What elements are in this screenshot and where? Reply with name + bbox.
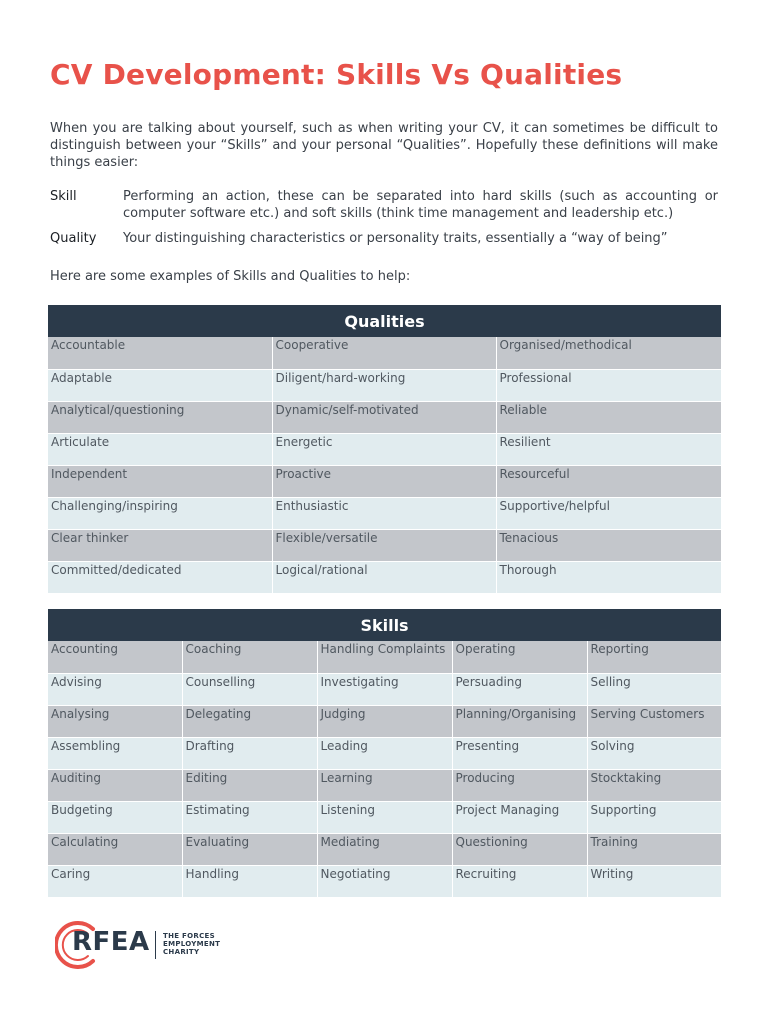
table-cell: Training (587, 833, 721, 865)
definition-text: Performing an action, these can be separated into hard skills (such as accounting or computer software etc.) and soft skills (think time management and leadership etc.) (123, 189, 718, 221)
table-cell: Enthusiastic (272, 497, 496, 529)
table-cell: Drafting (182, 737, 317, 769)
table-cell: Coaching (182, 641, 317, 673)
table-cell: Analytical/questioning (48, 401, 272, 433)
skills-row (48, 865, 721, 897)
table-cell: Supportive/helpful (496, 497, 721, 529)
table-cell: Judging (317, 705, 452, 737)
table-cell: Estimating (182, 801, 317, 833)
table-cell: Committed/dedicated (48, 561, 272, 593)
table-cell: Mediating (317, 833, 452, 865)
qualities-row (48, 337, 721, 369)
intro-paragraph: When you are talking about yourself, such as when writing your CV, it can sometimes be difficult to distinguish between your “Skills” and your personal “Qualities”. Hopefully these definitions will make things easier: (50, 121, 718, 170)
logo-divider (155, 931, 156, 959)
skills-header: Skills (48, 609, 721, 641)
qualities-table (48, 305, 721, 594)
table-cell: Challenging/inspiring (48, 497, 272, 529)
table-cell: Auditing (48, 769, 182, 801)
table-cell: Articulate (48, 433, 272, 465)
table-cell: Caring (48, 865, 182, 897)
skills-row (48, 673, 721, 705)
table-cell: Counselling (182, 673, 317, 705)
definition-quality (50, 230, 718, 248)
definition-term: Quality (50, 231, 97, 246)
table-cell: Accounting (48, 641, 182, 673)
table-cell: Accountable (48, 337, 272, 369)
table-cell: Investigating (317, 673, 452, 705)
table-cell: Negotiating (317, 865, 452, 897)
table-cell: Energetic (272, 433, 496, 465)
table-cell: Editing (182, 769, 317, 801)
table-cell: Calculating (48, 833, 182, 865)
logo-tagline-line: EMPLOYMENT (163, 940, 221, 948)
skills-row (48, 705, 721, 737)
definition-term: Skill (50, 189, 77, 204)
table-cell: Supporting (587, 801, 721, 833)
table-cell: Resilient (496, 433, 721, 465)
table-cell: Selling (587, 673, 721, 705)
skills-table (48, 609, 721, 898)
table-cell: Learning (317, 769, 452, 801)
definition-text: Your distinguishing characteristics or personality traits, essentially a “way of being” (123, 231, 668, 246)
table-cell: Flexible/versatile (272, 529, 496, 561)
qualities-row (48, 465, 721, 497)
table-cell: Questioning (452, 833, 587, 865)
qualities-row (48, 369, 721, 401)
definition-skill (50, 188, 718, 224)
table-cell: Resourceful (496, 465, 721, 497)
logo-tagline (163, 932, 220, 956)
table-cell: Writing (587, 865, 721, 897)
table-cell: Reliable (496, 401, 721, 433)
table-cell: Listening (317, 801, 452, 833)
logo-tagline-line: CHARITY (163, 948, 200, 956)
table-cell: Advising (48, 673, 182, 705)
table-cell: Analysing (48, 705, 182, 737)
qualities-row (48, 561, 721, 593)
table-cell: Reporting (587, 641, 721, 673)
table-cell: Solving (587, 737, 721, 769)
qualities-header: Qualities (48, 305, 721, 337)
table-cell: Professional (496, 369, 721, 401)
table-cell: Dynamic/self-motivated (272, 401, 496, 433)
table-cell: Logical/rational (272, 561, 496, 593)
qualities-row (48, 401, 721, 433)
table-cell: Organised/methodical (496, 337, 721, 369)
table-cell: Recruiting (452, 865, 587, 897)
table-cell: Planning/Organising (452, 705, 587, 737)
table-cell: Thorough (496, 561, 721, 593)
page-title: CV Development: Skills Vs Qualities (50, 58, 623, 91)
examples-intro: Here are some examples of Skills and Qualities to help: (50, 269, 411, 284)
table-cell: Adaptable (48, 369, 272, 401)
table-cell: Evaluating (182, 833, 317, 865)
rfea-logo (55, 921, 235, 967)
logo-tagline-line: THE FORCES (163, 932, 215, 940)
table-cell: Cooperative (272, 337, 496, 369)
table-cell: Project Managing (452, 801, 587, 833)
skills-row (48, 769, 721, 801)
qualities-row (48, 529, 721, 561)
table-cell: Stocktaking (587, 769, 721, 801)
table-cell: Handling Complaints (317, 641, 452, 673)
table-cell: Producing (452, 769, 587, 801)
table-cell: Clear thinker (48, 529, 272, 561)
table-cell: Presenting (452, 737, 587, 769)
table-cell: Independent (48, 465, 272, 497)
table-cell: Assembling (48, 737, 182, 769)
skills-row (48, 737, 721, 769)
logo-wordmark: RFEA (72, 927, 150, 957)
qualities-row (48, 497, 721, 529)
table-cell: Operating (452, 641, 587, 673)
table-cell: Budgeting (48, 801, 182, 833)
table-cell: Proactive (272, 465, 496, 497)
skills-row (48, 833, 721, 865)
skills-row (48, 801, 721, 833)
table-cell: Handling (182, 865, 317, 897)
table-cell: Tenacious (496, 529, 721, 561)
table-cell: Persuading (452, 673, 587, 705)
table-cell: Leading (317, 737, 452, 769)
qualities-row (48, 433, 721, 465)
table-cell: Diligent/hard-working (272, 369, 496, 401)
skills-row (48, 641, 721, 673)
table-cell: Serving Customers (587, 705, 721, 737)
table-cell: Delegating (182, 705, 317, 737)
